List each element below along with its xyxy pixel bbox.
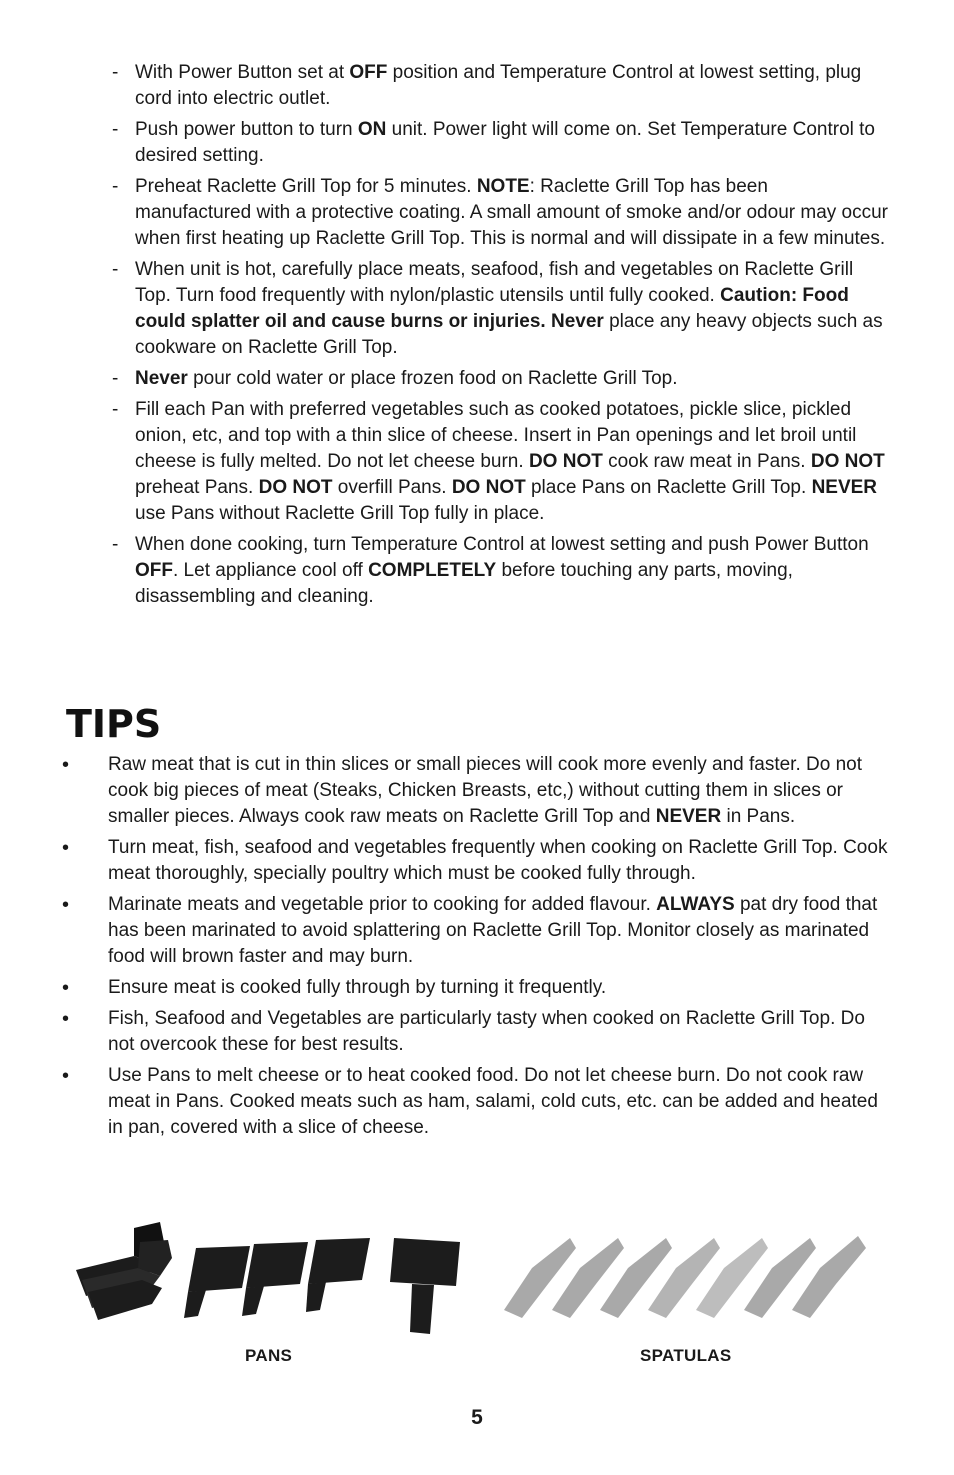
pans-illustration bbox=[64, 1218, 468, 1338]
emphasis-text: ALWAYS bbox=[656, 894, 735, 915]
spatulas-image bbox=[492, 1218, 890, 1338]
pan-4 bbox=[390, 1238, 460, 1334]
spatulas-caption: SPATULAS bbox=[640, 1346, 732, 1365]
instruction-item-text: Never pour cold water or place frozen food on Raclette Grill Top. bbox=[135, 368, 678, 389]
tip-item-text: Turn meat, fish, seafood and vegetables frequently when cooking on Raclette Grill Top. Cook meat thoroughly, specially poultry which must be cooked fully through. bbox=[108, 837, 888, 884]
emphasis-text: OFF bbox=[349, 62, 388, 83]
page-number: 5 bbox=[471, 1406, 483, 1429]
emphasis-text: DO NOT bbox=[258, 477, 333, 498]
tip-item-marker: • bbox=[62, 1008, 70, 1030]
emphasis-text: DO NOT bbox=[451, 477, 526, 498]
instruction-item-marker: - bbox=[112, 62, 119, 83]
tip-item bbox=[62, 1006, 892, 1058]
emphasis-text: Caution: Food could splatter oil and cause burns or injuries. Never bbox=[135, 285, 849, 332]
instruction-list bbox=[108, 60, 888, 615]
instruction-item-marker: - bbox=[112, 259, 119, 280]
stacked-pans bbox=[76, 1222, 172, 1320]
tip-item-text: Ensure meat is cooked fully through by turning it frequently. bbox=[108, 977, 607, 998]
tip-item-text: Use Pans to melt cheese or to heat cooked food. Do not let cheese burn. Do not cook raw meat in Pans. Cooked meats such as ham, salami, cold cuts, etc. can be added and heated in pan, covered with a slice of cheese. bbox=[108, 1065, 878, 1138]
tip-item bbox=[62, 752, 892, 830]
instruction-item bbox=[108, 257, 888, 361]
pan-2 bbox=[242, 1242, 308, 1316]
tips-heading: TIPS bbox=[66, 702, 162, 746]
instruction-item bbox=[108, 60, 888, 112]
emphasis-text: OFF bbox=[135, 560, 173, 581]
instruction-item bbox=[108, 397, 888, 527]
emphasis-text: ON bbox=[357, 119, 387, 140]
tip-item bbox=[62, 1063, 892, 1141]
instruction-item-marker: - bbox=[112, 119, 119, 140]
instruction-item-text: Preheat Raclette Grill Top for 5 minutes. NOTE: Raclette Grill Top has been manufactured with a protective coating. A small amount of smoke and/or odour may occur when first heating up Raclette Grill Top. This is normal and will dissipate in a few minutes. bbox=[135, 176, 888, 249]
tip-item-marker: • bbox=[62, 1065, 70, 1087]
tip-item bbox=[62, 975, 892, 1001]
emphasis-text: DO NOT bbox=[810, 451, 885, 472]
instruction-item bbox=[108, 117, 888, 169]
tip-item-marker: • bbox=[62, 754, 70, 776]
tips-list bbox=[62, 752, 892, 1146]
tip-item-marker: • bbox=[62, 837, 70, 859]
accessories-figures bbox=[64, 1218, 890, 1338]
tip-item-marker: • bbox=[62, 977, 70, 999]
tip-item-text: Fish, Seafood and Vegetables are particularly tasty when cooked on Raclette Grill Top. Do not overcook these for best results. bbox=[108, 1008, 865, 1055]
spatula-set bbox=[504, 1236, 866, 1318]
tip-item bbox=[62, 835, 892, 887]
instruction-item-text: When done cooking, turn Temperature Control at lowest setting and push Power Button OFF. Let appliance cool off COMPLETELY before touching any parts, moving, disassembling and cleaning. bbox=[135, 534, 869, 607]
instruction-item-text: When unit is hot, carefully place meats, seafood, fish and vegetables on Raclette Grill Top. Turn food frequently with nylon/plastic utensils until fully cooked. Caution: Food could splatter oil and cause burns or injuries. Never place any heavy objects such as cookware on Raclette Grill Top. bbox=[135, 259, 883, 358]
instruction-item-marker: - bbox=[112, 368, 119, 389]
emphasis-text: Never bbox=[135, 368, 188, 389]
tip-item bbox=[62, 892, 892, 970]
pans-image bbox=[64, 1218, 468, 1338]
emphasis-text: NEVER bbox=[655, 806, 722, 827]
instruction-item-text: Push power button to turn ON unit. Power light will come on. Set Temperature Control to desired setting. bbox=[135, 119, 875, 166]
instruction-item bbox=[108, 532, 888, 610]
emphasis-text: NOTE bbox=[476, 176, 530, 197]
tip-item-text: Marinate meats and vegetable prior to cooking for added flavour. ALWAYS pat dry food that has been marinated to avoid splattering on Raclette Grill Top. Monitor closely as marinated food will brown faster and may burn. bbox=[108, 894, 878, 967]
instruction-item-marker: - bbox=[112, 399, 119, 420]
instruction-item bbox=[108, 174, 888, 252]
emphasis-text: DO NOT bbox=[528, 451, 603, 472]
instruction-item-text: With Power Button set at OFF position and Temperature Control at lowest setting, plug cord into electric outlet. bbox=[135, 62, 862, 109]
emphasis-text: COMPLETELY bbox=[368, 560, 497, 581]
instruction-item-text: Fill each Pan with preferred vegetables such as cooked potatoes, pickle slice, pickled onion, etc, and top with a thin slice of cheese. Insert in Pan openings and let broil until cheese is fully melted. Do not let cheese burn. DO NOT cook raw meat in Pans. DO NOT preheat Pans. DO NOT overfill Pans. DO NOT place Pans on Raclette Grill Top. NEVER use Pans without Raclette Grill Top fully in place. bbox=[135, 399, 885, 524]
instruction-item-marker: - bbox=[112, 534, 119, 555]
instruction-item-marker: - bbox=[112, 176, 119, 197]
spatulas-illustration bbox=[492, 1218, 890, 1338]
tip-item-marker: • bbox=[62, 894, 70, 916]
pan-3 bbox=[306, 1238, 370, 1312]
tip-item-text: Raw meat that is cut in thin slices or small pieces will cook more evenly and faster. Do not cook big pieces of meat (Steaks, Chicken Breasts, etc,) without cutting them in slices or smaller pieces. Always cook raw meats on Raclette Grill Top and NEVER in Pans. bbox=[108, 754, 862, 827]
pan-1 bbox=[184, 1246, 250, 1318]
instruction-item bbox=[108, 366, 888, 392]
pans-caption: PANS bbox=[245, 1346, 293, 1365]
emphasis-text: NEVER bbox=[811, 477, 878, 498]
